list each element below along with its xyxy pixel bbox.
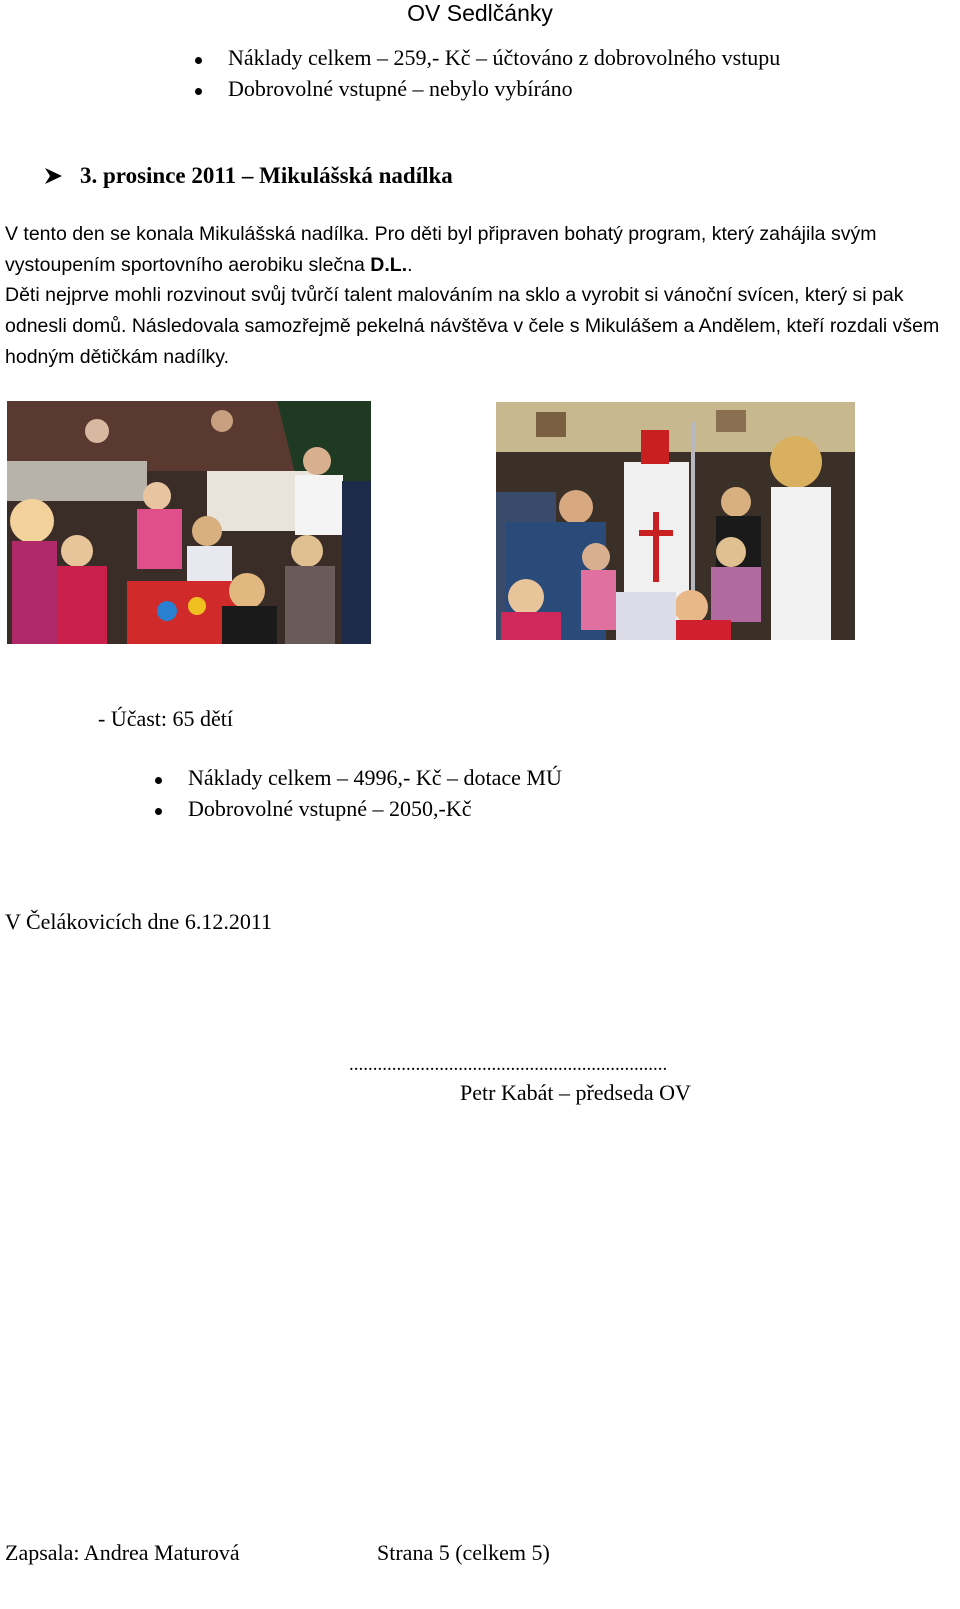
bullet-icon (195, 57, 202, 64)
paragraph-bold-name: D.L. (370, 254, 408, 276)
list-item: Dobrovolné vstupné – nebylo vybíráno (228, 76, 573, 101)
photo-children-painting (7, 401, 371, 644)
footer-page-number: Strana 5 (celkem 5) (377, 1540, 550, 1565)
list-item: Náklady celkem – 4996,- Kč – dotace MÚ (188, 765, 562, 790)
paragraph-text: V tento den se konala Mikulášská nadílka. Pro děti byl připraven bohatý program, který zahájila svým vystoupením sportovního aerobiku slečna (5, 223, 877, 276)
section-heading (44, 163, 453, 189)
signatory-name: Petr Kabát – předseda OV (460, 1080, 691, 1105)
paragraph-program: Děti nejprve mohli rozvinout svůj tvůrčí talent malováním na sklo a vyrobit si vánoční svícen, který si pak odnesli domů. Následovala samozřejmě pekelná návštěva v čele s Mikulášem a Andělem, kteří rozdali všem hodným dětičkám nadílky. (5, 284, 940, 368)
section-heading-text: 3. prosince 2011 – Mikulášská nadílka (80, 163, 453, 188)
attendance-line: - Účast: 65 dětí (98, 706, 234, 731)
bullet-icon (195, 88, 202, 95)
paragraph-intro (5, 219, 945, 281)
page-header: OV Sedlčánky (407, 0, 553, 26)
bullet-icon (155, 808, 162, 815)
list-item: Dobrovolné vstupné – 2050,-Kč (188, 796, 472, 821)
footer-recorded-by: Zapsala: Andrea Maturová (5, 1540, 240, 1565)
bullet-icon (155, 777, 162, 784)
arrow-bullet-icon (44, 163, 80, 189)
list-item: Náklady celkem – 259,- Kč – účtováno z dobrovolného vstupu (228, 45, 781, 70)
signature-line: ................................................................... (349, 1054, 668, 1075)
photo-saint-nicholas (496, 402, 855, 640)
place-and-date: V Čelákovicích dne 6.12.2011 (5, 909, 273, 934)
paragraph-text-end: . (407, 254, 413, 276)
